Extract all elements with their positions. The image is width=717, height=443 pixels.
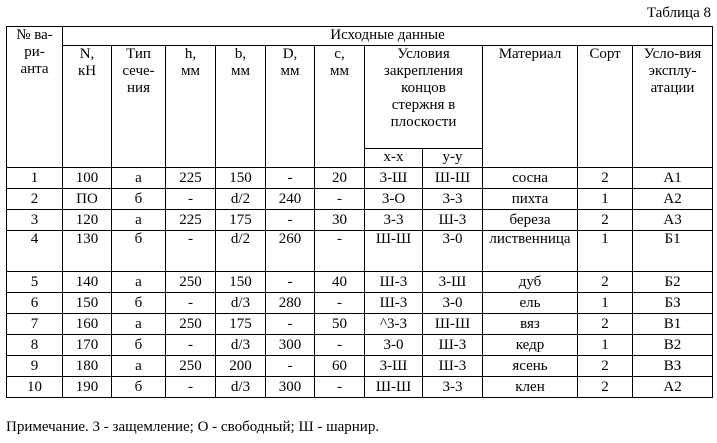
- cell-D: -: [266, 272, 315, 293]
- cell-n: 6: [7, 293, 63, 314]
- cell-c: -: [315, 335, 365, 356]
- header-D: D, мм: [266, 46, 315, 168]
- table-row: [7, 189, 713, 210]
- cell-b: d/3: [216, 377, 266, 398]
- cell-yy: 3-Ш: [423, 272, 483, 293]
- cell-n: 9: [7, 356, 63, 377]
- table-row: [7, 314, 713, 335]
- cell-h: -: [166, 377, 216, 398]
- cell-yy: Ш-3: [423, 335, 483, 356]
- cell-h: 250: [166, 314, 216, 335]
- cell-t: а: [112, 314, 166, 335]
- cell-t: б: [112, 377, 166, 398]
- cell-s: 2: [578, 168, 633, 189]
- cell-c: 20: [315, 168, 365, 189]
- cell-t: а: [112, 168, 166, 189]
- cell-xx: 3-Ш: [365, 168, 423, 189]
- cell-yy: 3-0: [423, 231, 483, 272]
- cell-c: 60: [315, 356, 365, 377]
- cell-N: 120: [63, 210, 112, 231]
- cell-b: 150: [216, 272, 266, 293]
- cell-u: А1: [633, 168, 713, 189]
- cell-h: -: [166, 335, 216, 356]
- cell-h: 225: [166, 168, 216, 189]
- cell-h: -: [166, 189, 216, 210]
- cell-D: 240: [266, 189, 315, 210]
- cell-t: б: [112, 189, 166, 210]
- cell-n: 8: [7, 335, 63, 356]
- cell-c: -: [315, 189, 365, 210]
- cell-b: 150: [216, 168, 266, 189]
- cell-N: 160: [63, 314, 112, 335]
- cell-mat: пихта: [483, 189, 578, 210]
- cell-mat: клен: [483, 377, 578, 398]
- cell-D: -: [266, 356, 315, 377]
- cell-s: 2: [578, 272, 633, 293]
- cell-c: 40: [315, 272, 365, 293]
- cell-D: 280: [266, 293, 315, 314]
- table-row: [7, 272, 713, 293]
- cell-N: 170: [63, 335, 112, 356]
- cell-n: 2: [7, 189, 63, 210]
- cell-yy: 3-0: [423, 293, 483, 314]
- cell-mat: сосна: [483, 168, 578, 189]
- cell-t: а: [112, 272, 166, 293]
- cell-t: б: [112, 231, 166, 272]
- cell-xx: Ш-Ш: [365, 231, 423, 272]
- cell-N: 100: [63, 168, 112, 189]
- header-variant-number: № ва-ри-анта: [7, 27, 63, 168]
- cell-n: 7: [7, 314, 63, 335]
- cell-u: В1: [633, 314, 713, 335]
- cell-h: 250: [166, 272, 216, 293]
- cell-c: 50: [315, 314, 365, 335]
- header-c: c, мм: [315, 46, 365, 168]
- cell-s: 2: [578, 377, 633, 398]
- cell-c: -: [315, 231, 365, 272]
- cell-b: 175: [216, 314, 266, 335]
- cell-xx: Ш-Ш: [365, 377, 423, 398]
- table-row: [7, 335, 713, 356]
- cell-mat: ель: [483, 293, 578, 314]
- cell-s: 1: [578, 293, 633, 314]
- cell-u: Б1: [633, 231, 713, 272]
- table-row: [7, 377, 713, 398]
- header-grade: Сорт: [578, 46, 633, 168]
- cell-xx: 3-0: [365, 335, 423, 356]
- table-row: [7, 231, 713, 272]
- cell-D: 300: [266, 377, 315, 398]
- cell-yy: 3-3: [423, 189, 483, 210]
- cell-b: 175: [216, 210, 266, 231]
- cell-n: 4: [7, 231, 63, 272]
- cell-D: 300: [266, 335, 315, 356]
- cell-h: -: [166, 293, 216, 314]
- cell-c: -: [315, 377, 365, 398]
- cell-u: А3: [633, 210, 713, 231]
- table-row: [7, 293, 713, 314]
- cell-mat: вяз: [483, 314, 578, 335]
- cell-mat: береза: [483, 210, 578, 231]
- cell-u: БЗ: [633, 293, 713, 314]
- cell-xx: 3-3: [365, 210, 423, 231]
- cell-s: 1: [578, 189, 633, 210]
- header-material: Материал: [483, 46, 578, 168]
- table-row: [7, 210, 713, 231]
- cell-yy: Ш-3: [423, 210, 483, 231]
- footnote: Примечание. 3 - защемление; О - свободный; Ш - шарнир.: [6, 419, 380, 435]
- cell-u: Б2: [633, 272, 713, 293]
- cell-s: 2: [578, 356, 633, 377]
- cell-mat: ясень: [483, 356, 578, 377]
- cell-t: б: [112, 293, 166, 314]
- source-data-table: [6, 26, 713, 398]
- table-row: [7, 168, 713, 189]
- cell-b: d/3: [216, 293, 266, 314]
- cell-t: а: [112, 210, 166, 231]
- cell-n: 3: [7, 210, 63, 231]
- header-plane-xx: x-x: [365, 149, 423, 168]
- header-source-data: Исходные данные: [63, 27, 713, 46]
- cell-u: А2: [633, 189, 713, 210]
- cell-t: а: [112, 356, 166, 377]
- cell-n: 5: [7, 272, 63, 293]
- cell-yy: Ш-Ш: [423, 314, 483, 335]
- header-h: h, мм: [166, 46, 216, 168]
- cell-D: 260: [266, 231, 315, 272]
- cell-u: А2: [633, 377, 713, 398]
- header-end-fixing: Условия закрепления концов стержня в плоскости: [365, 46, 483, 149]
- cell-u: В2: [633, 335, 713, 356]
- cell-mat: дуб: [483, 272, 578, 293]
- cell-xx: 3-Ш: [365, 356, 423, 377]
- cell-s: 2: [578, 314, 633, 335]
- cell-n: 1: [7, 168, 63, 189]
- cell-b: d/2: [216, 231, 266, 272]
- header-section-type: Тип сече-ния: [112, 46, 166, 168]
- cell-N: 150: [63, 293, 112, 314]
- header-conditions: Усло-вия эксплу-атации: [633, 46, 713, 168]
- cell-h: -: [166, 231, 216, 272]
- cell-s: 1: [578, 335, 633, 356]
- cell-xx: Ш-3: [365, 272, 423, 293]
- cell-b: 200: [216, 356, 266, 377]
- cell-n: 10: [7, 377, 63, 398]
- table-caption: Таблица 8: [646, 5, 711, 21]
- table-row: [7, 356, 713, 377]
- cell-c: -: [315, 293, 365, 314]
- cell-D: -: [266, 210, 315, 231]
- cell-xx: Ш-3: [365, 293, 423, 314]
- cell-mat: лиственница: [483, 231, 578, 272]
- cell-yy: Ш-Ш: [423, 168, 483, 189]
- cell-N: ПО: [63, 189, 112, 210]
- cell-N: 190: [63, 377, 112, 398]
- cell-s: 1: [578, 231, 633, 272]
- cell-xx: ^3-3: [365, 314, 423, 335]
- cell-yy: Ш-3: [423, 356, 483, 377]
- cell-c: 30: [315, 210, 365, 231]
- header-plane-yy: y-y: [423, 149, 483, 168]
- cell-xx: 3-О: [365, 189, 423, 210]
- cell-N: 180: [63, 356, 112, 377]
- cell-b: d/2: [216, 189, 266, 210]
- cell-yy: 3-3: [423, 377, 483, 398]
- cell-mat: кедр: [483, 335, 578, 356]
- header-b: b, мм: [216, 46, 266, 168]
- cell-b: d/3: [216, 335, 266, 356]
- cell-N: 130: [63, 231, 112, 272]
- cell-u: ВЗ: [633, 356, 713, 377]
- cell-h: 225: [166, 210, 216, 231]
- cell-D: -: [266, 314, 315, 335]
- cell-s: 2: [578, 210, 633, 231]
- header-N: N, кН: [63, 46, 112, 168]
- cell-h: 250: [166, 356, 216, 377]
- cell-t: б: [112, 335, 166, 356]
- cell-D: -: [266, 168, 315, 189]
- cell-N: 140: [63, 272, 112, 293]
